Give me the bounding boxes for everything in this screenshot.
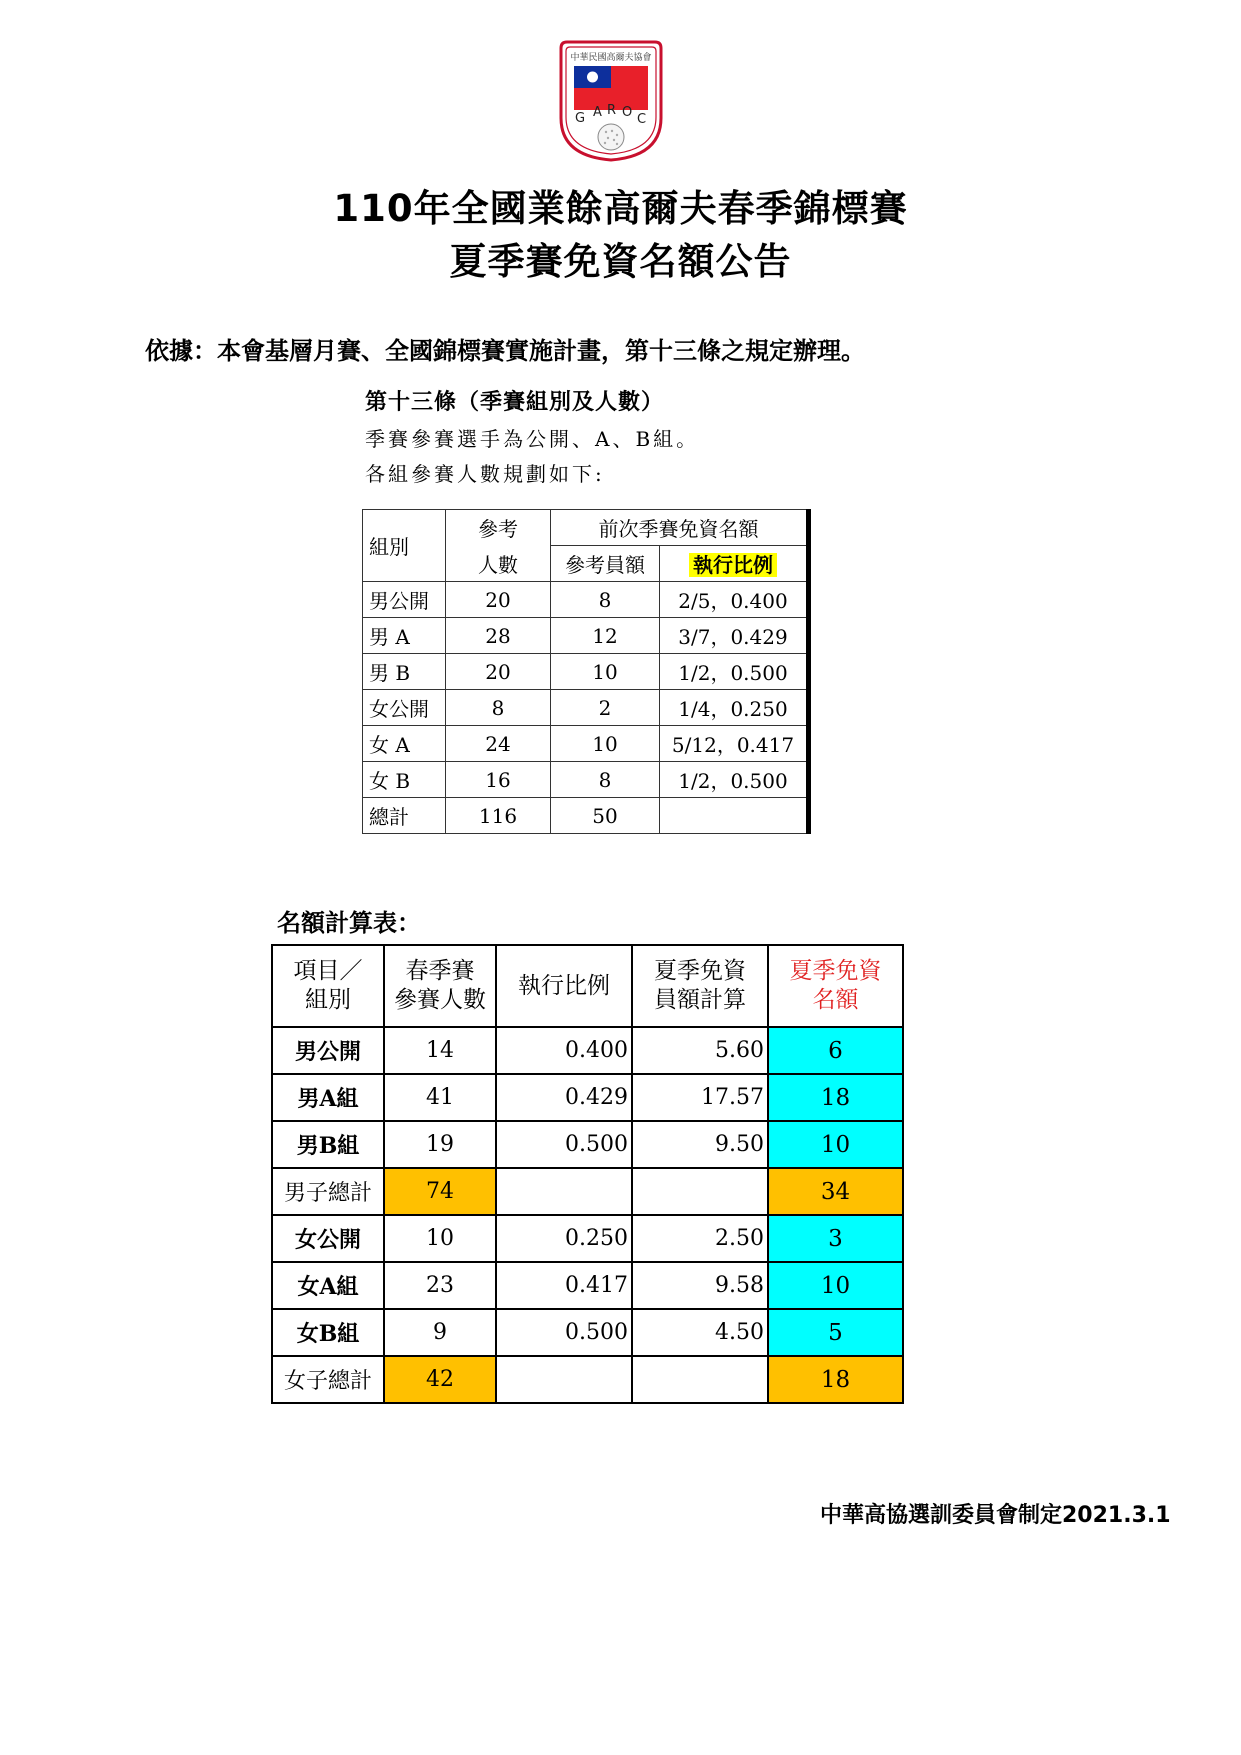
page-title-line2: 夏季賽免資名額公告 bbox=[449, 240, 792, 283]
calc-header-spring: 春季賽 參賽人數 bbox=[384, 945, 496, 1027]
table-row: 男A組 41 0.429 17.57 18 bbox=[272, 1074, 903, 1121]
table-row: 女A組 23 0.417 9.58 10 bbox=[272, 1262, 903, 1309]
calc-header-summer-calc: 夏季免資 員額計算 bbox=[632, 945, 768, 1027]
calc-header-item: 項目／ 組別 bbox=[272, 945, 384, 1027]
calc-heading: 名額計算表： bbox=[277, 909, 421, 937]
svg-text:A: A bbox=[593, 105, 602, 120]
garoc-logo bbox=[555, 38, 667, 164]
reference-table bbox=[362, 509, 811, 834]
table-row-subtotal: 女子總計 42 18 bbox=[272, 1356, 903, 1403]
ref-header-ratio bbox=[660, 546, 809, 582]
article-line2: 各組參賽人數規劃如下: bbox=[365, 462, 605, 486]
svg-text:G: G bbox=[575, 111, 586, 126]
ref-header-count-1: 參考 bbox=[446, 510, 551, 546]
footer-note: 中華高協選訓委員會制定2021.3.1 bbox=[820, 1503, 1171, 1528]
calc-header-summer-quota: 夏季免資 名額 bbox=[768, 945, 903, 1027]
svg-text:C: C bbox=[637, 112, 647, 127]
table-row: 男B組 19 0.500 9.50 10 bbox=[272, 1121, 903, 1168]
table-row-subtotal: 男子總計 74 34 bbox=[272, 1168, 903, 1215]
basis-statement: 依據：本會基層月賽、全國錦標賽實施計畫，第十三條之規定辦理。 bbox=[145, 337, 865, 365]
table-row: 女公開 10 0.250 2.50 3 bbox=[272, 1215, 903, 1262]
table-row: 男公開 14 0.400 5.60 6 bbox=[272, 1027, 903, 1074]
ref-header-prev: 前次季賽免資名額 bbox=[551, 510, 809, 546]
table-row: 女公開 8 2 1/4，0.250 bbox=[363, 690, 809, 726]
ref-header-group: 組別 bbox=[363, 510, 446, 582]
table-row: 女 B 16 8 1/2，0.500 bbox=[363, 762, 809, 798]
table-row: 女B組 9 0.500 4.50 5 bbox=[272, 1309, 903, 1356]
svg-text:O: O bbox=[622, 105, 633, 120]
ref-header-ratio-label: 執行比例 bbox=[689, 553, 777, 577]
table-row: 總計 116 50 bbox=[363, 798, 809, 834]
table-row: 女 A 24 10 5/12，0.417 bbox=[363, 726, 809, 762]
calc-header-rate: 執行比例 bbox=[496, 945, 632, 1027]
article-line1: 季賽參賽選手為公開、A、B組。 bbox=[365, 427, 700, 451]
page-title-line1: 110年全國業餘高爾夫春季錦標賽 bbox=[333, 187, 908, 230]
table-row: 男 A 28 12 3/7，0.429 bbox=[363, 618, 809, 654]
article-heading: 第十三條（季賽組別及人數） bbox=[365, 389, 665, 415]
svg-text:R: R bbox=[607, 103, 617, 118]
quota-calc-table bbox=[271, 944, 904, 1404]
ref-header-count-2: 人數 bbox=[446, 546, 551, 582]
ref-header-quota: 參考員額 bbox=[551, 546, 660, 582]
table-row: 男公開 20 8 2/5，0.400 bbox=[363, 582, 809, 618]
table-row: 男 B 20 10 1/2，0.500 bbox=[363, 654, 809, 690]
svg-text:中華民國高爾夫協會: 中華民國高爾夫協會 bbox=[570, 53, 652, 63]
